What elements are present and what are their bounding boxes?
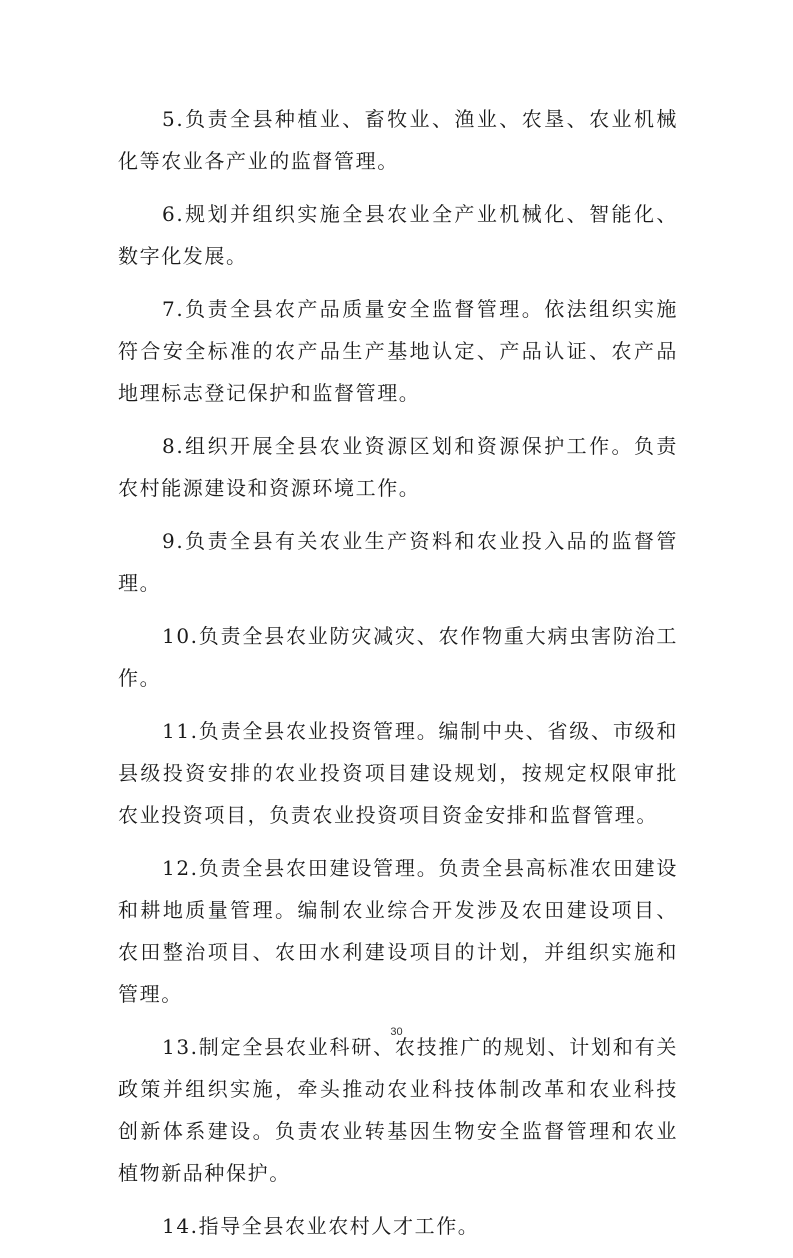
paragraph-item-12: 12.负责全县农田建设管理。负责全县高标准农田建设和耕地质量管理。编制农业综合开发涉及农田建设项目、农田整治项目、农田水利建设项目的计划，并组织实施和管理。 [118, 856, 678, 1006]
paragraph-item-10: 10.负责全县农业防灾减灾、农作物重大病虫害防治工作。 [118, 624, 678, 690]
paragraph-item-8: 8.组织开展全县农业资源区划和资源保护工作。负责农村能源建设和资源环境工作。 [118, 434, 678, 500]
paragraph-item-11: 11.负责全县农业投资管理。编制中央、省级、市级和县级投资安排的农业投资项目建设规划，按规定权限审批农业投资项目，负责农业投资项目资金安排和监督管理。 [118, 719, 678, 827]
paragraph-item-9: 9.负责全县有关农业生产资料和农业投入品的监督管理。 [118, 529, 678, 595]
paragraph-item-14: 14.指导全县农业农村人才工作。 [162, 1214, 480, 1238]
paragraph-item-13: 13.制定全县农业科研、农技推广的规划、计划和有关政策并组织实施，牵头推动农业科技体制改革和农业科技创新体系建设。负责农业转基因生物安全监督管理和农业植物新品种保护。 [118, 1035, 678, 1185]
paragraph-item-5: 5.负责全县种植业、畜牧业、渔业、农垦、农业机械化等农业各产业的监督管理。 [118, 107, 678, 173]
paragraph-item-6: 6.规划并组织实施全县农业全产业机械化、智能化、数字化发展。 [118, 202, 678, 268]
paragraph-item-7: 7.负责全县农产品质量安全监督管理。依法组织实施符合安全标准的农产品生产基地认定、产品认证、农产品地理标志登记保护和监督管理。 [118, 297, 678, 405]
page-number: 30 [390, 1026, 403, 1038]
document-body [118, 98, 678, 1258]
